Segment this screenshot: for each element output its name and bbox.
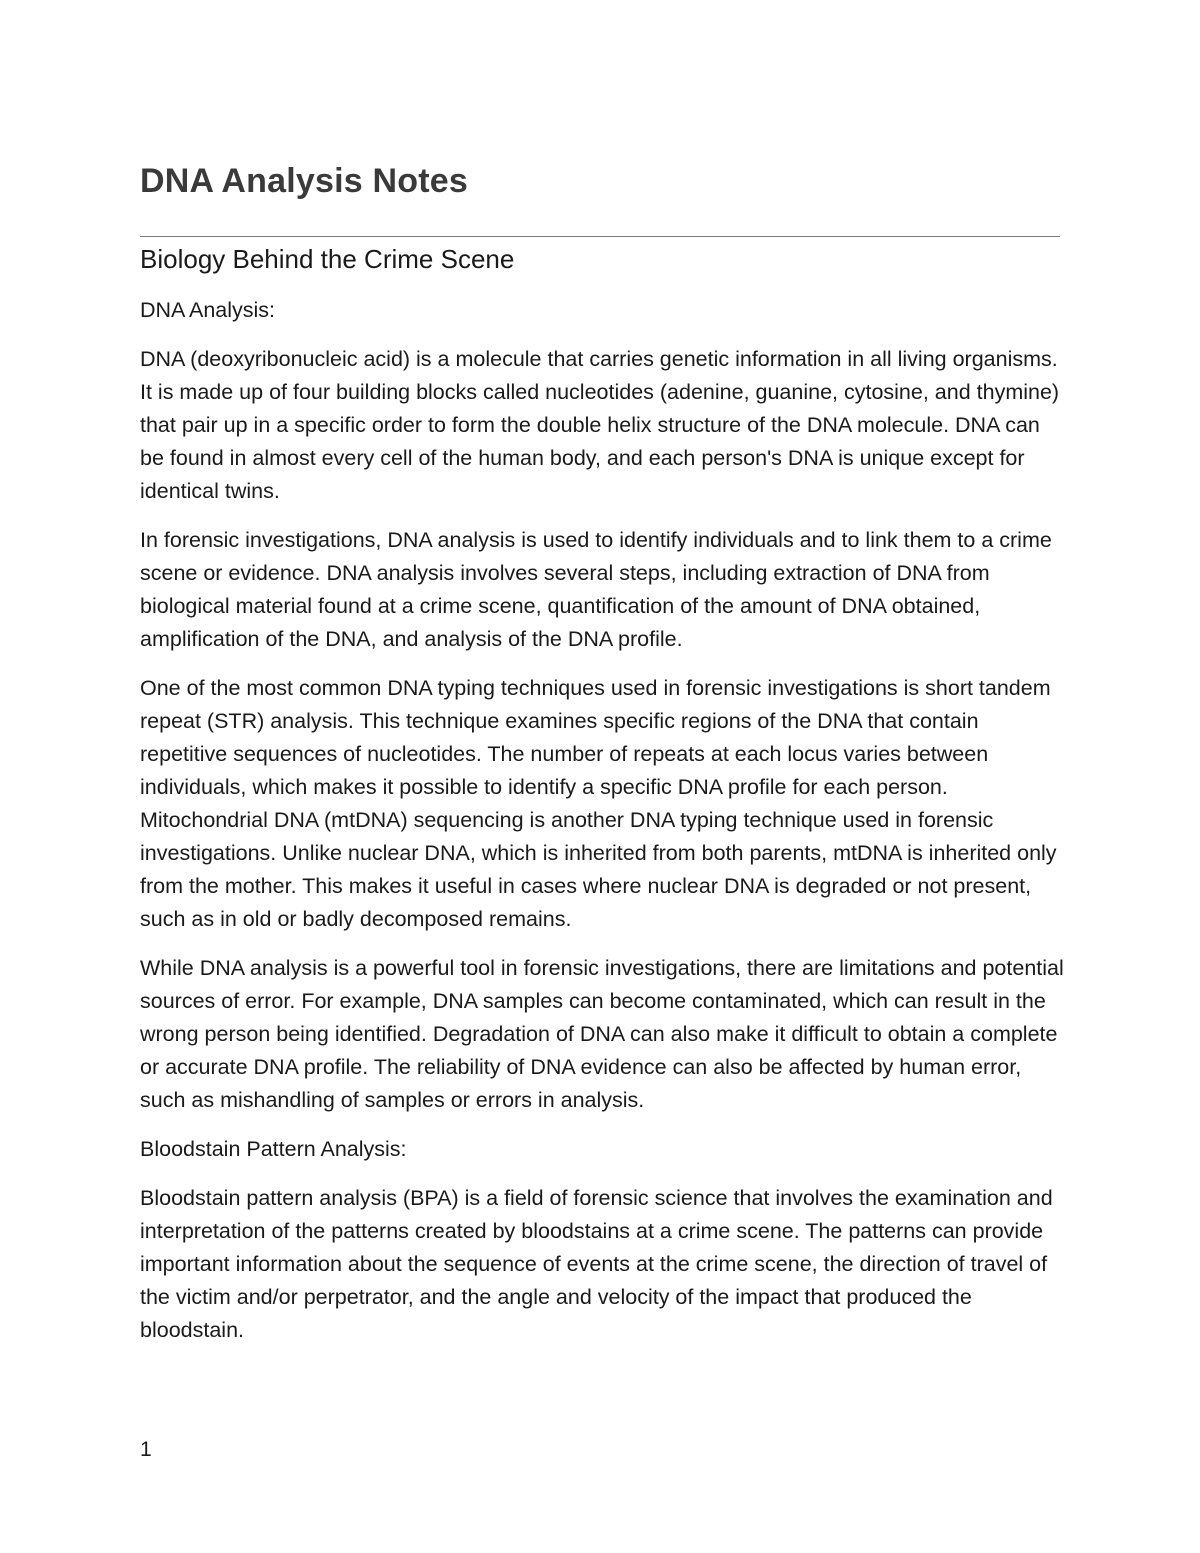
paragraph-bpa-definition: Bloodstain pattern analysis (BPA) is a field of forensic science that involves the examination and interpretation of the patterns created by bloodstains at a crime scene. The patterns can provide important information about the sequence of events at the crime scene, the direction of travel of the victim and/or perpetrator, and the angle and velocity of the impact that produced the bloodstain. <box>140 1186 1053 1342</box>
paragraph-dna-typing-techniques: One of the most common DNA typing techniques used in forensic investigations is short tandem repeat (STR) analysis. This technique examines specific regions of the DNA that contain repetitive sequences of nucleotides. The number of repeats at each locus varies between individuals, which makes it possible to identify a specific DNA profile for each person. Mitochondrial DNA (mtDNA) sequencing is another DNA typing technique used in forensic investigations. Unlike nuclear DNA, which is inherited from both parents, mtDNA is inherited only from the mother. This makes it useful in cases where nuclear DNA is degraded or not present, such as in old or badly decomposed remains. <box>140 676 1057 931</box>
document-title: DNA Analysis Notes <box>140 162 468 200</box>
document-body <box>140 294 1065 1363</box>
title-divider <box>140 236 1060 237</box>
paragraph-dna-definition: DNA (deoxyribonucleic acid) is a molecule that carries genetic information in all living organisms. It is made up of four building blocks called nucleotides (adenine, guanine, cytosine, and thymine) that pair up in a specific order to form the double helix structure of the DNA molecule. DNA can be found in almost every cell of the human body, and each person's DNA is unique except for identical twins. <box>140 347 1060 503</box>
paragraph-dna-forensic-use: In forensic investigations, DNA analysis is used to identify individuals and to link them to a crime scene or evidence. DNA analysis involves several steps, including extraction of DNA from biological material found at a crime scene, quantification of the amount of DNA obtained, amplification of the DNA, and analysis of the DNA profile. <box>140 528 1052 651</box>
section-label-bloodstain-pattern-analysis: Bloodstain Pattern Analysis: <box>140 1137 407 1161</box>
document-subtitle: Biology Behind the Crime Scene <box>140 244 515 274</box>
page-number: 1 <box>140 1438 152 1461</box>
paragraph-dna-limitations: While DNA analysis is a powerful tool in forensic investigations, there are limitations and potential sources of error. For example, DNA samples can become contaminated, which can result in the wrong person being identified. Degradation of DNA can also make it difficult to obtain a complete or accurate DNA profile. The reliability of DNA evidence can also be affected by human error, such as mishandling of samples or errors in analysis. <box>140 956 1064 1112</box>
section-label-dna-analysis: DNA Analysis: <box>140 298 276 322</box>
